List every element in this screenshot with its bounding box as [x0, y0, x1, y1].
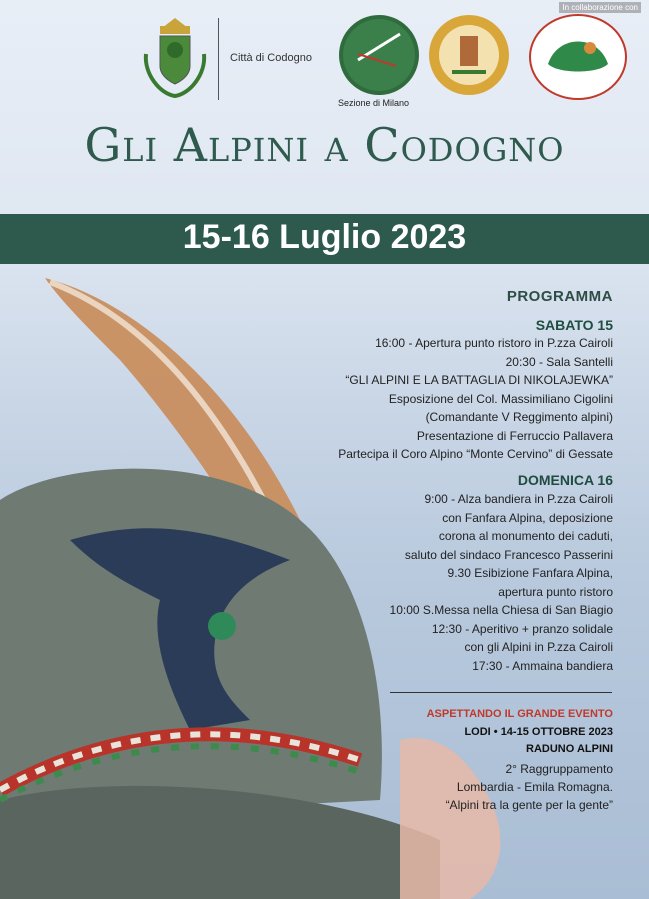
schedule-line: apertura punto ristoro	[498, 584, 613, 599]
gruppo-lodi-logo-icon	[428, 14, 510, 96]
hat-brim	[0, 786, 440, 899]
event-line: Lombardia - Emila Romagna.	[456, 780, 613, 794]
event-line: 2° Raggruppamento	[505, 762, 613, 776]
header-divider	[218, 18, 219, 100]
section-divider	[390, 692, 612, 693]
event-line: “Alpini tra la gente per la gente”	[445, 798, 613, 812]
event-details	[446, 760, 613, 814]
schedule-line: con gli Alpini in P.zza Cairoli	[464, 640, 613, 654]
event-heading: ASPETTANDO IL GRANDE EVENTO	[426, 708, 613, 720]
date-band-text: 15-16 Luglio 2023	[182, 218, 467, 256]
codogno-coat-of-arms-icon	[140, 14, 210, 100]
domenica-heading: DOMENICA 16	[517, 472, 613, 488]
programma-heading: PROGRAMMA	[506, 288, 613, 305]
schedule-line: (Comandante V Reggimento alpini)	[425, 410, 613, 424]
schedule-line: Esposizione del Col. Massimiliano Cigolini	[388, 391, 613, 406]
ana-logo-icon	[338, 14, 420, 96]
schedule-line: 16:00 - Apertura punto ristoro in P.zza Cairoli	[375, 336, 613, 350]
domenica-list	[390, 490, 613, 675]
event-date-line: LODI • 14-15 OTTOBRE 2023	[464, 726, 613, 738]
schedule-line: “GLI ALPINI E LA BATTAGLIA DI NIKOLAJEWKA”	[345, 373, 613, 387]
schedule-line: 20:30 - Sala Santelli	[505, 354, 613, 369]
schedule-line: 10:00 S.Messa nella Chiesa di San Biagio	[389, 603, 613, 617]
schedule-line: Partecipa il Coro Alpino “Monte Cervino” di Gessate	[338, 447, 613, 461]
schedule-line: 9:00 - Alza bandiera in P.zza Cairoli	[424, 492, 613, 506]
dragon-logo-icon	[528, 14, 628, 100]
city-label: Città di Codogno	[230, 52, 312, 64]
sezione-label: Sezione di Milano	[338, 98, 410, 108]
page-title: Gli Alpini a Codogno	[84, 118, 565, 172]
schedule-line: corona al monumento dei caduti,	[438, 529, 613, 543]
schedule-line: 17:30 - Ammaina bandiera	[472, 658, 613, 673]
emblem-gem	[208, 612, 236, 640]
sabato-list	[338, 334, 613, 464]
schedule-line: 9.30 Esibizione Fanfara Alpina,	[447, 566, 613, 580]
schedule-line: Presentazione di Ferruccio Pallavera	[416, 428, 613, 443]
collaboration-label: In collaborazione con	[559, 2, 641, 13]
sabato-heading: SABATO 15	[535, 317, 613, 333]
event-raduno: RADUNO ALPINI	[526, 743, 613, 755]
schedule-line: saluto del sindaco Francesco Passerini	[404, 547, 613, 562]
schedule-line: 12:30 - Aperitivo + pranzo solidale	[431, 621, 613, 636]
schedule-line: con Fanfara Alpina, deposizione	[442, 510, 613, 525]
